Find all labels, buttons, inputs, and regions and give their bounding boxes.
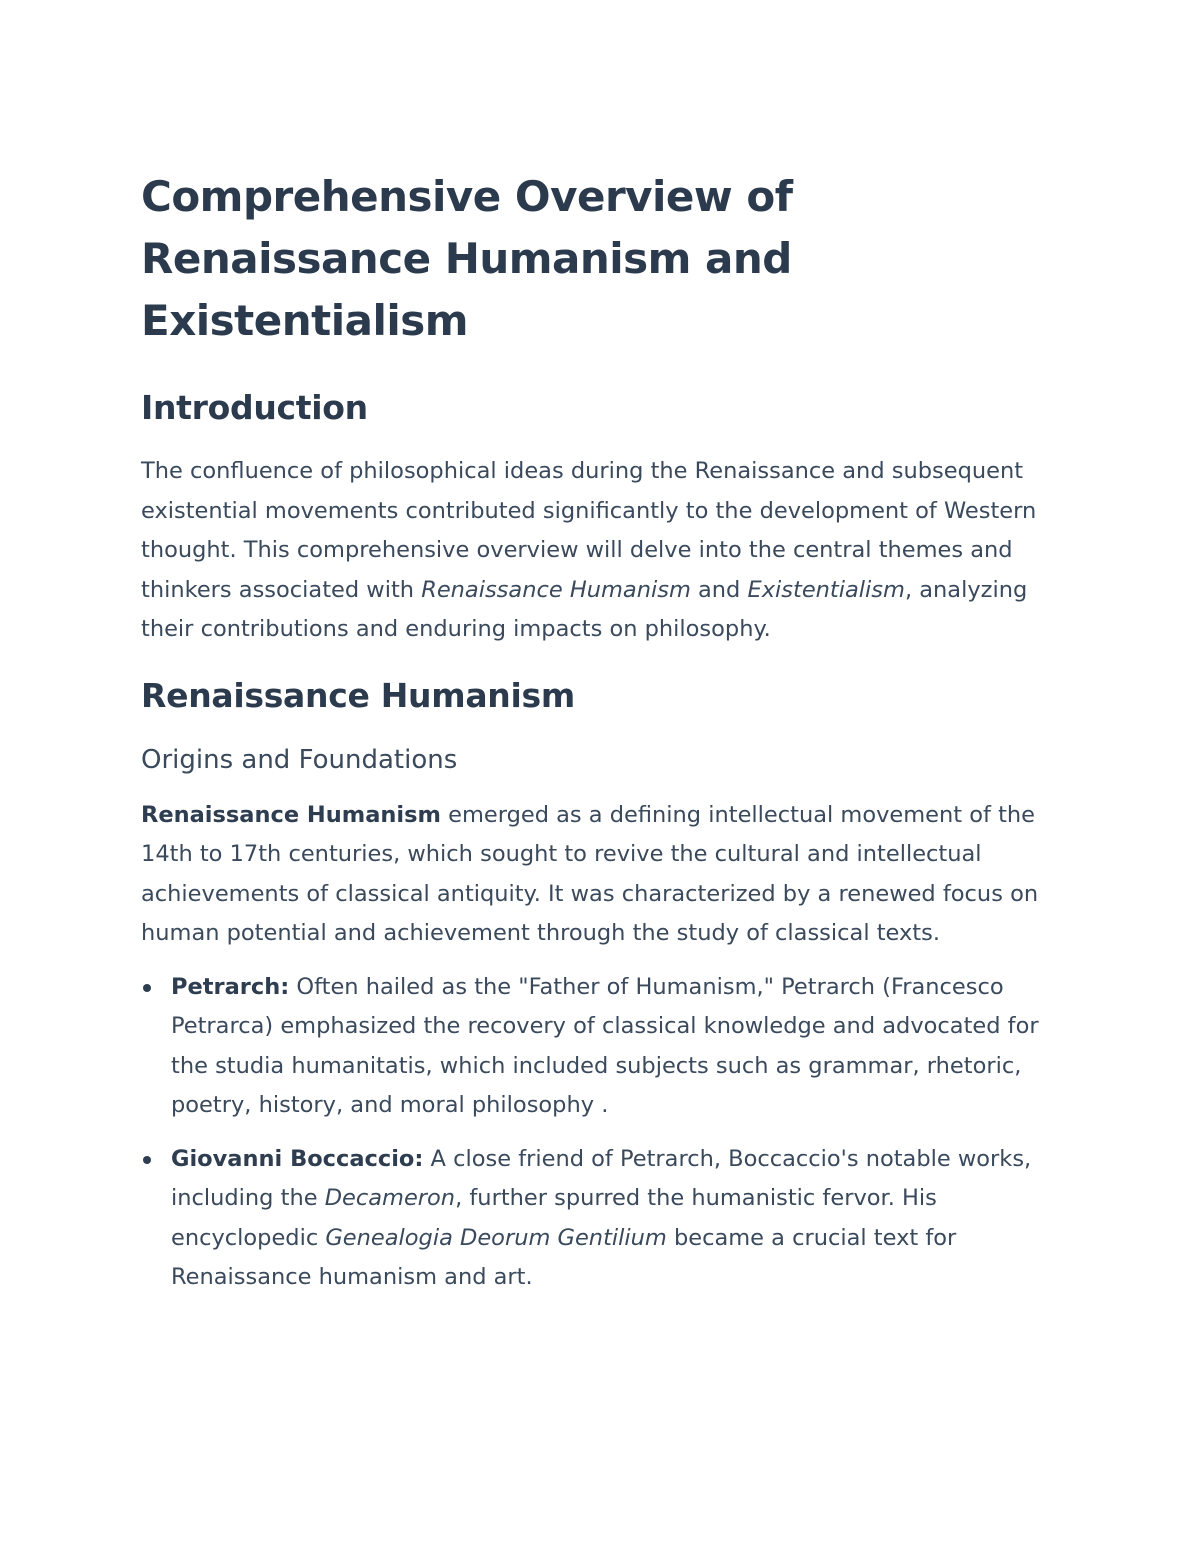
thinker-name: Petrarch: (171, 973, 290, 1000)
introduction-text-3: , analyzing their contributions and enduring impacts on philosophy. (141, 576, 1028, 642)
thinker-text-3: became a crucial text for Renaissance humanism and art. (171, 1224, 957, 1290)
document-title: Comprehensive Overview of Renaissance Humanism and Existentialism (141, 172, 793, 345)
introduction-text-2: and (690, 576, 748, 603)
origins-strong: Renaissance Humanism (141, 801, 441, 828)
introduction-text-1: The confluence of philosophical ideas during the Renaissance and subsequent existential movements contributed significantly to the development of Western thought. This comprehensive overview will delve into the central themes and thinkers associated with (141, 458, 1037, 603)
origins-text: emerged as a defining intellectual movement of the 14th to 17th centuries, which sought to revive the cultural and intellectual achievements of classical antiquity. It was characterized by a renewed focus on human potential and achievement through the study of classical texts. (141, 801, 1039, 946)
thinker-name: Giovanni Boccaccio: (171, 1145, 424, 1172)
thinkers-list (141, 968, 1061, 1298)
thinker-emphasis-2: Genealogia Deorum Gentilium (325, 1224, 667, 1251)
list-item (141, 968, 1061, 1126)
origins-paragraph (141, 796, 1061, 954)
thinker-text-1: A close friend of Petrarch, Boccaccio's notable works, including the (171, 1145, 1032, 1211)
thinker-text-2: , further spurred the humanistic fervor. His encyclopedic (171, 1185, 937, 1251)
introduction-emphasis-2: Existentialism (747, 576, 905, 603)
introduction-emphasis-1: Renaissance Humanism (421, 576, 691, 603)
bullet-icon (143, 984, 151, 992)
renaissance-humanism-heading: Renaissance Humanism (141, 675, 575, 715)
document-page (141, 166, 1061, 1312)
thinker-text: Often hailed as the "Father of Humanism," Petrarch (Francesco Petrarca) emphasized the recovery of classical knowledge and advocated for the studia humanitatis, which included subjects such as grammar, rhetoric, poetry, history, and moral philosophy . (171, 973, 1039, 1118)
list-item (141, 1140, 1061, 1298)
origins-heading: Origins and Foundations (141, 744, 458, 775)
thinker-emphasis-1: Decameron (324, 1185, 456, 1211)
introduction-heading: Introduction (141, 388, 368, 427)
bullet-icon (143, 1156, 151, 1164)
introduction-paragraph (141, 452, 1061, 650)
